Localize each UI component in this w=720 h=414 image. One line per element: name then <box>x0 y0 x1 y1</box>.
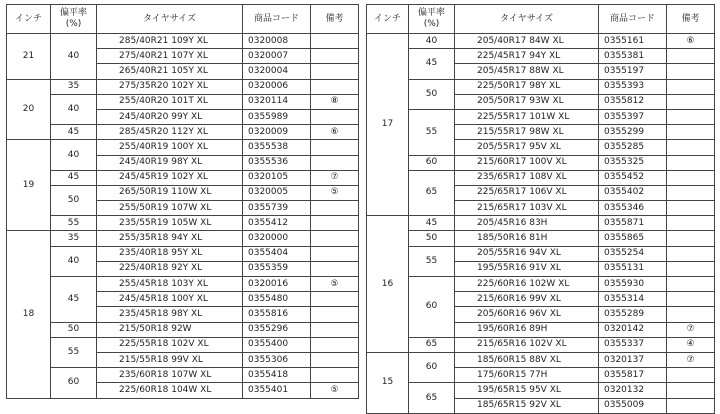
table-row <box>367 109 715 124</box>
header-tire-size: タイヤサイズ <box>455 5 599 34</box>
inch-cell: 17 <box>367 34 409 216</box>
tire-size-cell: 205/55R17 95V XL <box>455 140 599 155</box>
tire-size-cell: 185/65R15 92V XL <box>455 398 599 413</box>
header-aspect-ratio <box>409 5 455 34</box>
aspect-ratio-cell: 45 <box>51 277 97 323</box>
remarks-cell <box>667 79 715 94</box>
product-code-cell: 0320006 <box>243 79 311 94</box>
product-code-cell: 0320000 <box>243 231 311 246</box>
inch-cell: 15 <box>367 352 409 413</box>
tire-size-cell: 255/35R18 94Y XL <box>97 231 243 246</box>
aspect-ratio-cell: 65 <box>409 337 455 352</box>
tire-size-cell: 225/65R17 106V XL <box>455 185 599 200</box>
remarks-cell <box>667 125 715 140</box>
remarks-cell: ⑧ <box>311 94 359 109</box>
aspect-ratio-cell: 40 <box>51 34 97 80</box>
remarks-cell <box>667 261 715 276</box>
remarks-cell: ⑥ <box>311 125 359 140</box>
remarks-cell <box>311 246 359 261</box>
header-remarks: 備考 <box>311 5 359 34</box>
remarks-cell <box>311 79 359 94</box>
tire-size-cell: 255/40R19 100Y XL <box>97 140 243 155</box>
table-row <box>367 277 715 292</box>
table-row <box>7 246 359 261</box>
tire-size-cell: 225/60R18 104W XL <box>97 383 243 398</box>
table-row <box>7 140 359 155</box>
tire-size-cell: 205/55R16 94V XL <box>455 246 599 261</box>
tire-size-cell: 215/55R17 98W XL <box>455 125 599 140</box>
tire-size-cell: 275/35R20 102Y XL <box>97 79 243 94</box>
header-tire-size: タイヤサイズ <box>97 5 243 34</box>
aspect-ratio-cell: 60 <box>409 277 455 338</box>
inch-cell: 18 <box>7 231 51 398</box>
remarks-cell <box>311 352 359 367</box>
product-code-cell: 0355254 <box>599 246 667 261</box>
tire-size-cell: 285/45R20 112Y XL <box>97 125 243 140</box>
product-code-cell: 0355299 <box>599 125 667 140</box>
tire-size-cell: 235/60R18 107W XL <box>97 368 243 383</box>
tire-size-cell: 265/50R19 110W XL <box>97 185 243 200</box>
tire-size-cell: 205/60R16 96V XL <box>455 307 599 322</box>
product-code-cell: 0355400 <box>243 337 311 352</box>
product-code-cell: 0355381 <box>599 49 667 64</box>
product-code-cell: 0355346 <box>599 201 667 216</box>
tire-size-table-right <box>366 4 715 414</box>
tire-size-cell: 175/60R15 77H <box>455 368 599 383</box>
remarks-cell: ⑦ <box>667 352 715 367</box>
header-remarks: 備考 <box>667 5 715 34</box>
aspect-ratio-cell: 45 <box>409 49 455 79</box>
header-aspect-ratio-line2: (%) <box>423 19 440 29</box>
product-code-cell: 0320137 <box>599 352 667 367</box>
tire-size-cell: 245/40R19 98Y XL <box>97 155 243 170</box>
remarks-cell <box>311 261 359 276</box>
table-row <box>7 94 359 109</box>
tire-size-cell: 225/55R17 101W XL <box>455 109 599 124</box>
remarks-cell: ⑤ <box>311 277 359 292</box>
table-row <box>367 79 715 94</box>
tire-size-cell: 225/45R17 94Y XL <box>455 49 599 64</box>
table-row <box>367 231 715 246</box>
aspect-ratio-cell: 55 <box>51 337 97 367</box>
product-code-cell: 0355289 <box>599 307 667 322</box>
header-row <box>7 5 359 34</box>
product-code-cell: 0320009 <box>243 125 311 140</box>
remarks-cell: ⑤ <box>311 185 359 200</box>
aspect-ratio-cell: 50 <box>51 322 97 337</box>
aspect-ratio-cell: 60 <box>409 155 455 170</box>
table-row <box>367 155 715 170</box>
tire-size-cell: 225/50R17 98Y XL <box>455 79 599 94</box>
aspect-ratio-cell: 50 <box>409 231 455 246</box>
header-product-code: 商品コード <box>599 5 667 34</box>
tire-size-cell: 205/50R17 93W XL <box>455 94 599 109</box>
remarks-cell <box>667 49 715 64</box>
table-row <box>7 125 359 140</box>
header-row <box>367 5 715 34</box>
tire-size-cell: 245/40R20 99Y XL <box>97 109 243 124</box>
tire-size-cell: 235/40R18 95Y XL <box>97 246 243 261</box>
tire-size-cell: 215/65R16 102V XL <box>455 337 599 352</box>
remarks-cell <box>667 216 715 231</box>
product-code-cell: 0320004 <box>243 64 311 79</box>
aspect-ratio-cell: 35 <box>51 79 97 94</box>
product-code-cell: 0355480 <box>243 292 311 307</box>
remarks-cell <box>667 140 715 155</box>
header-inch: インチ <box>7 5 51 34</box>
table-row <box>367 49 715 64</box>
product-code-cell: 0355536 <box>243 155 311 170</box>
table-body-left <box>7 34 359 399</box>
remarks-cell: ⑦ <box>667 322 715 337</box>
product-code-cell: 0320008 <box>243 34 311 49</box>
aspect-ratio-cell: 35 <box>51 231 97 246</box>
tire-size-table-left <box>6 4 359 399</box>
product-code-cell: 0320007 <box>243 49 311 64</box>
table-row <box>367 216 715 231</box>
tire-size-cell: 245/45R19 102Y XL <box>97 170 243 185</box>
remarks-cell <box>311 49 359 64</box>
aspect-ratio-cell: 50 <box>51 185 97 215</box>
aspect-ratio-cell: 55 <box>409 246 455 276</box>
tire-size-cell: 205/45R16 83H <box>455 216 599 231</box>
tire-size-cell: 275/40R21 107Y XL <box>97 49 243 64</box>
table-row <box>367 246 715 261</box>
remarks-cell <box>667 201 715 216</box>
header-aspect-ratio-line1: 偏平率 <box>417 7 445 18</box>
product-code-cell: 0355817 <box>599 368 667 383</box>
product-code-cell: 0355538 <box>243 140 311 155</box>
table-row <box>367 34 715 49</box>
product-code-cell: 0355452 <box>599 170 667 185</box>
remarks-cell <box>667 383 715 398</box>
product-code-cell: 0355314 <box>599 292 667 307</box>
remarks-cell <box>667 170 715 185</box>
product-code-cell: 0355397 <box>599 109 667 124</box>
remarks-cell <box>311 322 359 337</box>
tire-size-cell: 235/45R18 98Y XL <box>97 307 243 322</box>
remarks-cell <box>311 140 359 155</box>
product-code-cell: 0355412 <box>243 216 311 231</box>
remarks-cell <box>667 155 715 170</box>
aspect-ratio-cell: 65 <box>409 383 455 413</box>
inch-cell: 16 <box>367 216 409 353</box>
tire-size-cell: 195/60R16 89H <box>455 322 599 337</box>
tire-size-cell: 185/50R16 81H <box>455 231 599 246</box>
table-row <box>367 352 715 367</box>
remarks-cell <box>667 307 715 322</box>
header-aspect-ratio <box>51 5 97 34</box>
table-row <box>7 170 359 185</box>
aspect-ratio-cell: 45 <box>51 170 97 185</box>
aspect-ratio-cell: 40 <box>51 246 97 276</box>
product-code-cell: 0355418 <box>243 368 311 383</box>
table-row <box>7 368 359 383</box>
table-body-right <box>367 34 715 414</box>
tire-size-cell: 215/60R16 99V XL <box>455 292 599 307</box>
inch-cell: 21 <box>7 34 51 80</box>
aspect-ratio-cell: 40 <box>51 140 97 170</box>
remarks-cell <box>311 109 359 124</box>
remarks-cell <box>667 246 715 261</box>
product-code-cell: 0355865 <box>599 231 667 246</box>
product-code-cell: 0355296 <box>243 322 311 337</box>
product-code-cell: 0355812 <box>599 94 667 109</box>
remarks-cell <box>667 231 715 246</box>
tire-size-cell: 225/55R18 102V XL <box>97 337 243 352</box>
product-code-cell: 0355325 <box>599 155 667 170</box>
header-aspect-ratio-line2: (%) <box>65 19 82 29</box>
product-code-cell: 0355404 <box>243 246 311 261</box>
aspect-ratio-cell: 60 <box>51 368 97 398</box>
remarks-cell <box>311 155 359 170</box>
remarks-cell <box>311 368 359 383</box>
remarks-cell <box>311 216 359 231</box>
aspect-ratio-cell: 55 <box>409 109 455 155</box>
tire-size-cell: 215/50R18 92W <box>97 322 243 337</box>
product-code-cell: 0355930 <box>599 277 667 292</box>
header-inch: インチ <box>367 5 409 34</box>
table-row <box>7 231 359 246</box>
tire-size-cell: 225/60R16 102W XL <box>455 277 599 292</box>
tire-size-cell: 235/55R19 105W XL <box>97 216 243 231</box>
inch-cell: 19 <box>7 140 51 231</box>
product-code-cell: 0355359 <box>243 261 311 276</box>
product-code-cell: 0320114 <box>243 94 311 109</box>
product-code-cell: 0355131 <box>599 261 667 276</box>
table-row <box>7 34 359 49</box>
table-row <box>367 337 715 352</box>
tire-size-cell: 255/50R19 107W XL <box>97 201 243 216</box>
aspect-ratio-cell: 50 <box>409 79 455 109</box>
tire-size-cell: 195/65R15 95V XL <box>455 383 599 398</box>
tire-size-cell: 205/40R17 84W XL <box>455 34 599 49</box>
product-code-cell: 0355402 <box>599 185 667 200</box>
table-row <box>367 383 715 398</box>
tire-size-cell: 195/55R16 91V XL <box>455 261 599 276</box>
table-row <box>7 79 359 94</box>
remarks-cell: ⑥ <box>667 34 715 49</box>
product-code-cell: 0355285 <box>599 140 667 155</box>
aspect-ratio-cell: 60 <box>409 352 455 382</box>
remarks-cell <box>667 94 715 109</box>
remarks-cell: ⑤ <box>311 383 359 398</box>
tire-size-cell: 245/45R18 100Y XL <box>97 292 243 307</box>
remarks-cell <box>311 337 359 352</box>
remarks-cell <box>667 292 715 307</box>
remarks-cell <box>311 64 359 79</box>
table-row <box>367 170 715 185</box>
product-code-cell: 0355306 <box>243 352 311 367</box>
tire-size-cell: 215/60R17 100V XL <box>455 155 599 170</box>
remarks-cell <box>667 368 715 383</box>
remarks-cell <box>667 185 715 200</box>
inch-cell: 20 <box>7 79 51 140</box>
product-code-cell: 0355989 <box>243 109 311 124</box>
remarks-cell <box>311 307 359 322</box>
table-row <box>7 185 359 200</box>
tire-size-cell: 285/40R21 109Y XL <box>97 34 243 49</box>
remarks-cell: ④ <box>667 337 715 352</box>
tire-size-cell: 255/40R20 101T XL <box>97 94 243 109</box>
tire-size-cell: 215/65R17 103V XL <box>455 201 599 216</box>
remarks-cell <box>311 231 359 246</box>
remarks-cell: ⑦ <box>311 170 359 185</box>
product-code-cell: 0355401 <box>243 383 311 398</box>
remarks-cell <box>667 277 715 292</box>
product-code-cell: 0320005 <box>243 185 311 200</box>
remarks-cell <box>667 109 715 124</box>
header-product-code: 商品コード <box>243 5 311 34</box>
product-code-cell: 0320016 <box>243 277 311 292</box>
aspect-ratio-cell: 40 <box>409 34 455 49</box>
aspect-ratio-cell: 45 <box>409 216 455 231</box>
product-code-cell: 0355393 <box>599 79 667 94</box>
remarks-cell <box>667 398 715 413</box>
product-code-cell: 0355337 <box>599 337 667 352</box>
header-aspect-ratio-line1: 偏平率 <box>59 7 87 18</box>
aspect-ratio-cell: 40 <box>51 94 97 124</box>
remarks-cell <box>311 201 359 216</box>
aspect-ratio-cell: 45 <box>51 125 97 140</box>
remarks-cell <box>311 292 359 307</box>
tire-size-cell: 225/40R18 92Y XL <box>97 261 243 276</box>
tire-size-cell: 215/55R18 99V XL <box>97 352 243 367</box>
product-code-cell: 0355197 <box>599 64 667 79</box>
product-code-cell: 0355739 <box>243 201 311 216</box>
remarks-cell <box>311 34 359 49</box>
product-code-cell: 0355816 <box>243 307 311 322</box>
product-code-cell: 0355871 <box>599 216 667 231</box>
table-row <box>7 277 359 292</box>
tire-size-cell: 185/60R15 88V XL <box>455 352 599 367</box>
tire-size-cell: 205/45R17 88W XL <box>455 64 599 79</box>
table-row <box>7 337 359 352</box>
product-code-cell: 0355161 <box>599 34 667 49</box>
aspect-ratio-cell: 55 <box>51 216 97 231</box>
tire-size-cell: 235/65R17 108V XL <box>455 170 599 185</box>
product-code-cell: 0320132 <box>599 383 667 398</box>
product-code-cell: 0355009 <box>599 398 667 413</box>
tire-size-cell: 255/45R18 103Y XL <box>97 277 243 292</box>
table-row <box>7 322 359 337</box>
table-row <box>7 216 359 231</box>
aspect-ratio-cell: 65 <box>409 170 455 216</box>
product-code-cell: 0320142 <box>599 322 667 337</box>
tire-size-cell: 265/40R21 105Y XL <box>97 64 243 79</box>
remarks-cell <box>667 64 715 79</box>
product-code-cell: 0320105 <box>243 170 311 185</box>
